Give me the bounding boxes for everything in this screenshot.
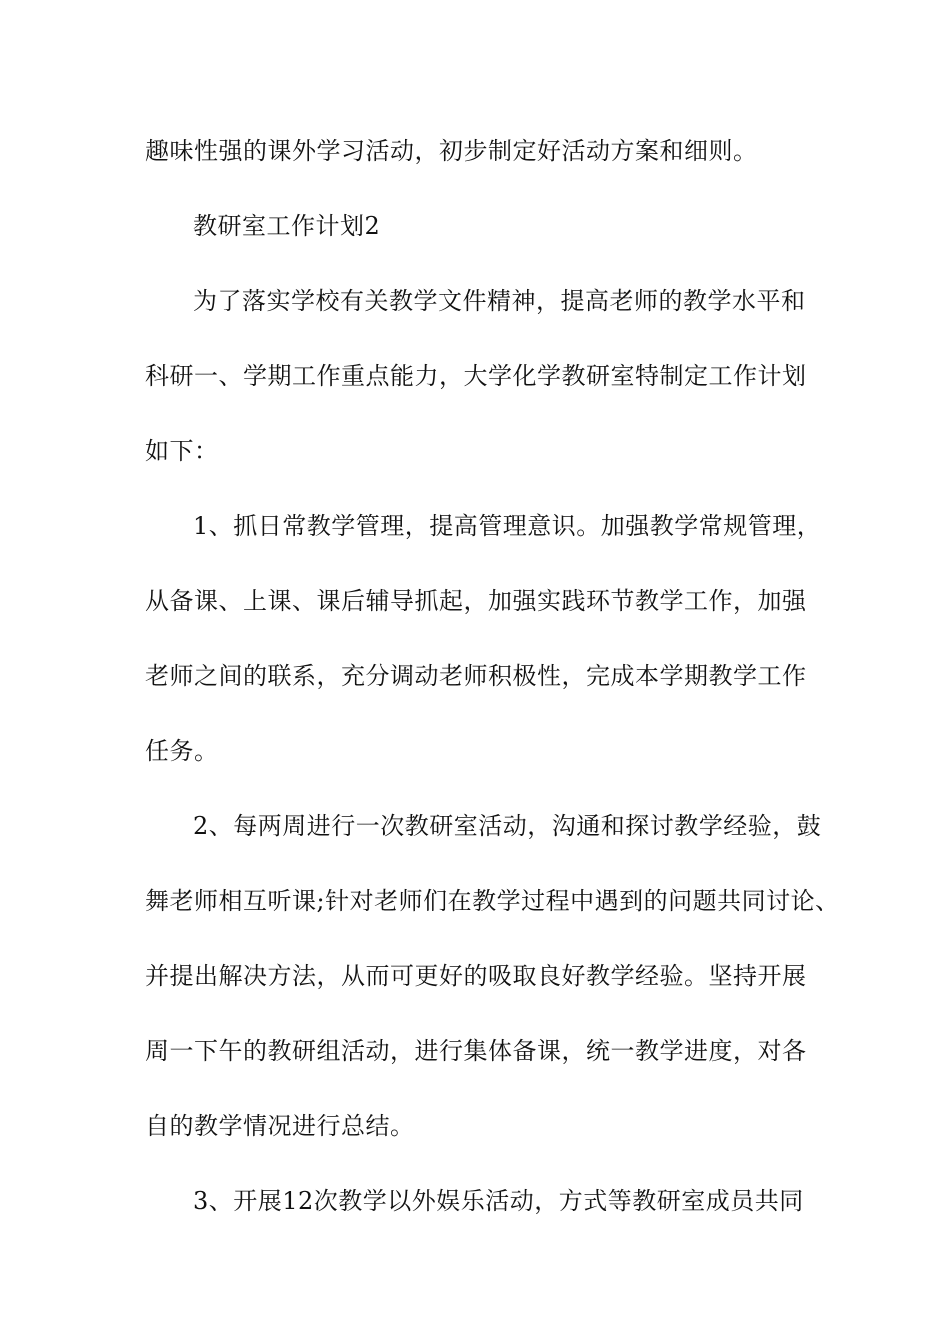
paragraph-line: 自的教学情况进行总结。 <box>145 1112 415 1140</box>
paragraph-line: 为了落实学校有关教学文件精神，提高老师的教学水平和 <box>193 287 806 315</box>
paragraph-line: 3、开展12次教学以外娱乐活动，方式等教研室成员共同 <box>193 1187 804 1215</box>
paragraph-line: 1、抓日常教学管理，提高管理意识。加强教学常规管理， <box>193 512 822 540</box>
section-title: 教研室工作计划2 <box>193 212 381 240</box>
paragraph-line: 周一下午的教研组活动，进行集体备课，统一教学进度，对各 <box>145 1037 807 1065</box>
paragraph-line: 舞老师相互听课;针对老师们在教学过程中遇到的问题共同讨论、 <box>145 887 840 915</box>
paragraph-line: 趣味性强的课外学习活动，初步制定好活动方案和细则。 <box>145 137 758 165</box>
paragraph-line: 并提出解决方法，从而可更好的吸取良好教学经验。坚持开展 <box>145 962 807 990</box>
paragraph-line: 老师之间的联系，充分调动老师积极性，完成本学期教学工作 <box>145 662 807 690</box>
paragraph-line: 从备课、上课、课后辅导抓起，加强实践环节教学工作，加强 <box>145 587 807 615</box>
paragraph-line: 科研一、学期工作重点能力，大学化学教研室特制定工作计划 <box>145 362 807 390</box>
paragraph-line: 任务。 <box>145 737 219 765</box>
paragraph-line: 2、每两周进行一次教研室活动，沟通和探讨教学经验，鼓 <box>193 812 822 840</box>
paragraph-line: 如下： <box>145 437 219 465</box>
